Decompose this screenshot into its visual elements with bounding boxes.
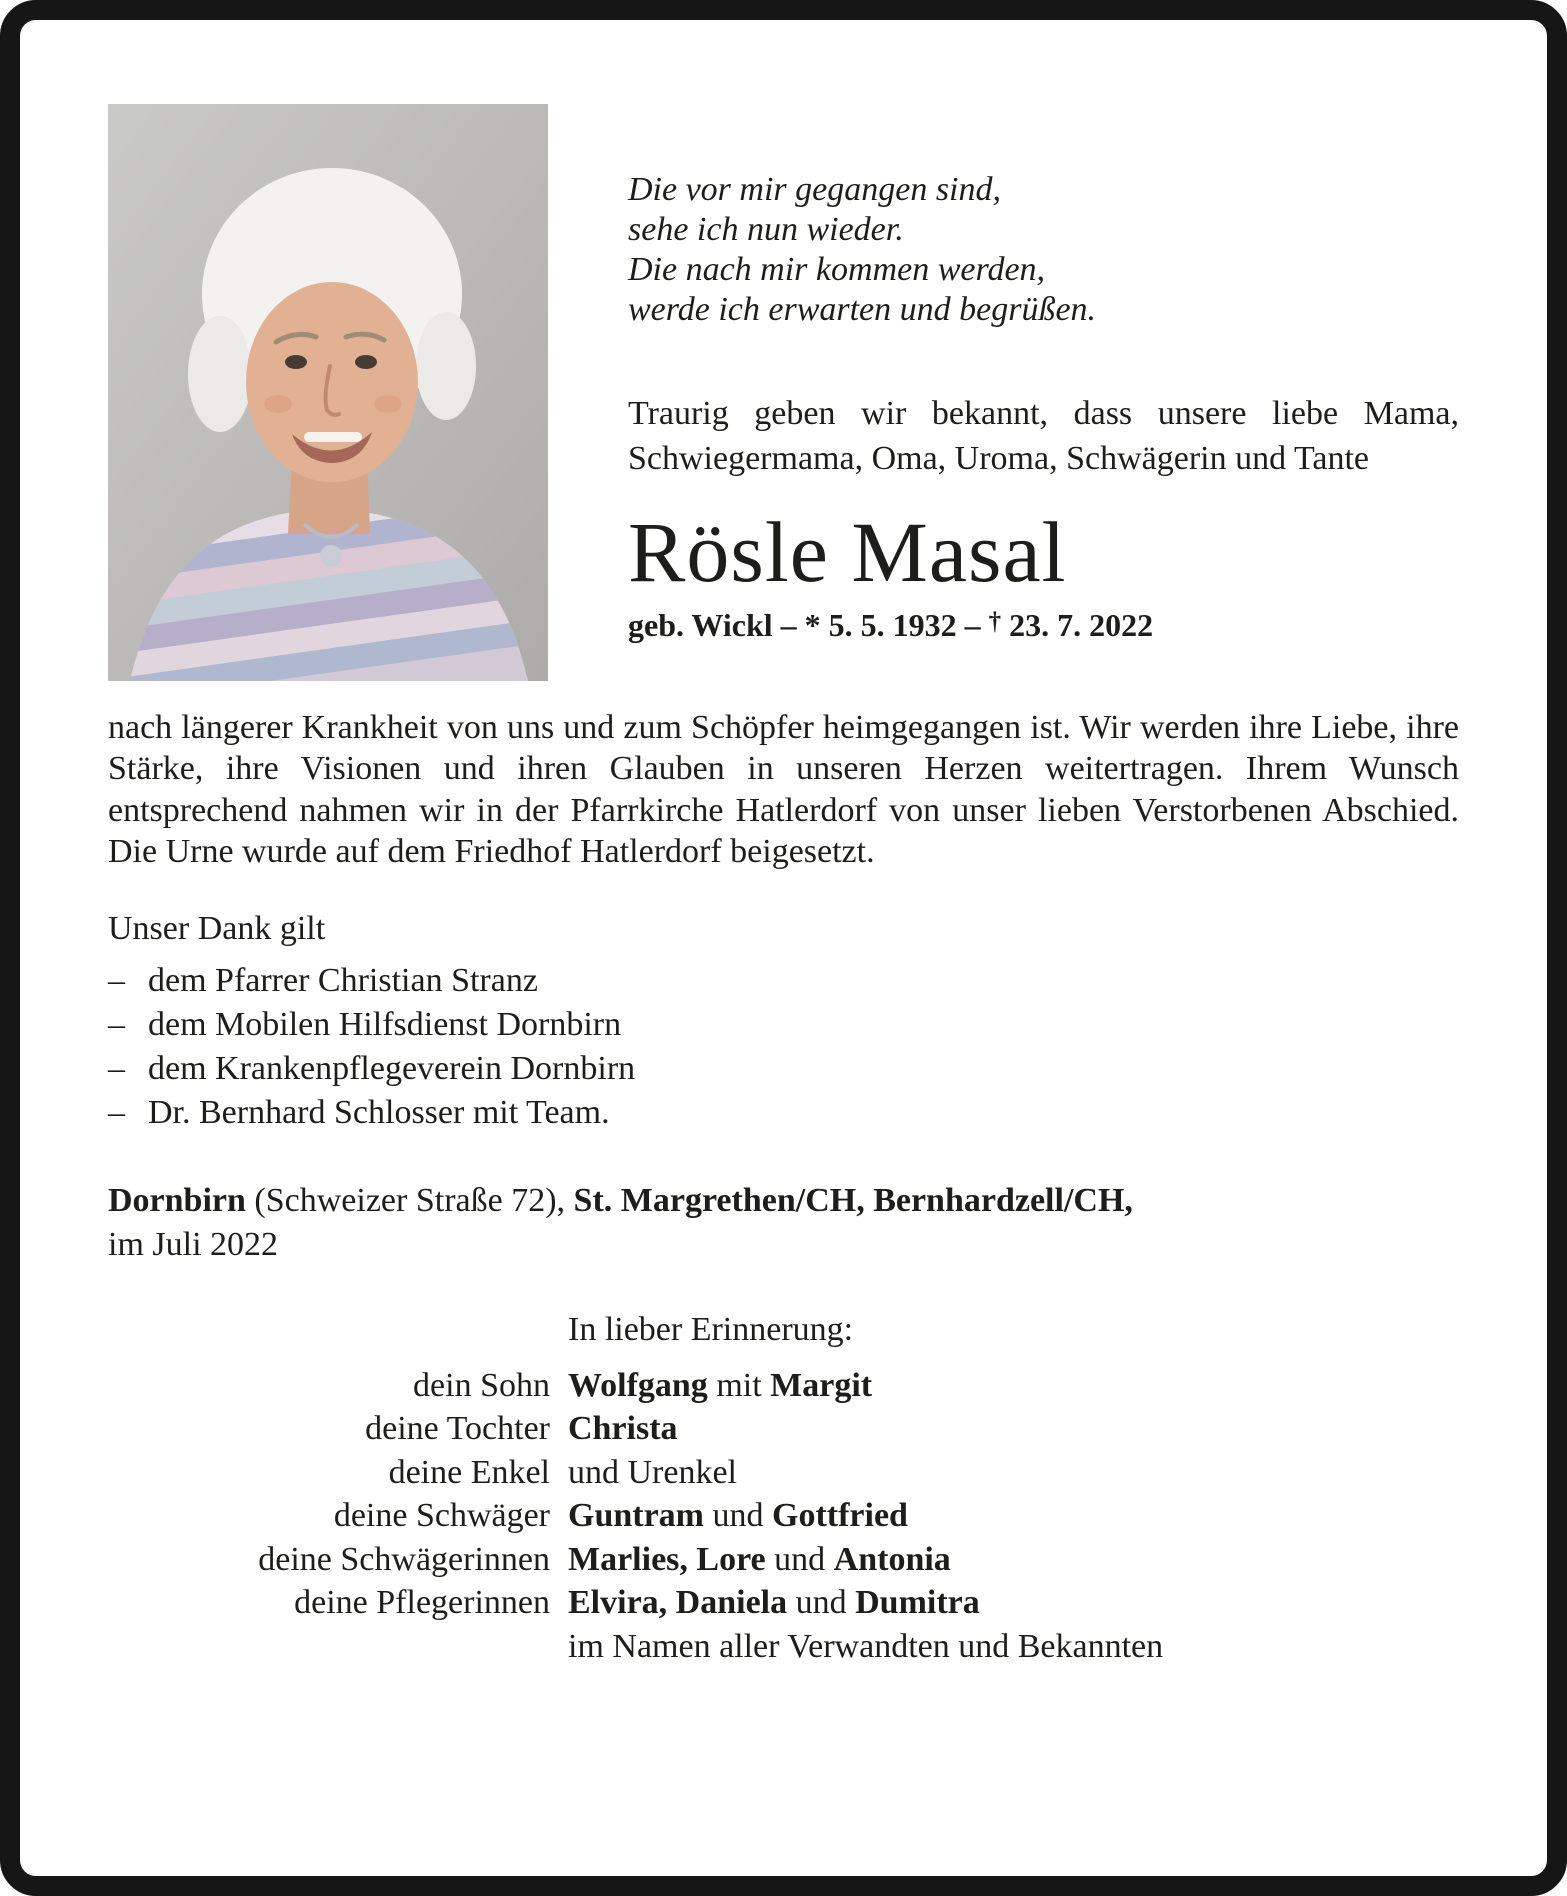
- place-others: St. Margrethen/CH, Bernhardzell/CH,: [573, 1182, 1133, 1220]
- obituary-content: [20, 20, 1547, 1668]
- memorial-names: [568, 1583, 1459, 1622]
- poem-line: Die vor mir gegangen sind,: [628, 171, 1002, 208]
- memorial-row: [108, 1494, 1459, 1537]
- memorial-name-regular: und: [704, 1497, 772, 1535]
- life-dates-birth: geb. Wickl – * 5. 5. 1932 –: [628, 607, 989, 644]
- place-city: Dornbirn: [108, 1182, 246, 1220]
- memorial-title: In lieber Erinnerung:: [568, 1311, 854, 1349]
- memorial-relation-label: dein Sohn: [413, 1366, 550, 1404]
- memorial-name-bold: Elvira, Daniela: [568, 1584, 788, 1622]
- life-dates: [628, 607, 1459, 644]
- life-dates-death: 23. 7. 2022: [1001, 607, 1154, 644]
- memorial-names: [568, 1540, 1459, 1579]
- memorial-name-regular: und: [787, 1584, 856, 1622]
- memorial-names: [568, 1409, 1459, 1448]
- memorial-row: [108, 1364, 1459, 1407]
- epigraph-poem: [628, 170, 1459, 330]
- memorial-name-bold: Margit: [770, 1366, 873, 1404]
- poem-line: werde ich erwarten und begrüßen.: [628, 291, 1097, 329]
- memorial-name-bold: Gottfried: [772, 1497, 908, 1535]
- portrait-photo: [108, 104, 548, 681]
- thanks-title: Unser Dank gilt: [108, 909, 326, 947]
- memorial-name-regular: und: [765, 1540, 834, 1578]
- memorial-title-row: [108, 1308, 1459, 1351]
- place-street: (Schweizer Straße 72),: [245, 1182, 574, 1220]
- memorial-row: [108, 1407, 1459, 1450]
- memorial-row: [108, 1581, 1459, 1624]
- memorial-name-regular: mit: [707, 1366, 771, 1404]
- memorial-relation-label: deine Schwägerinnen: [258, 1540, 550, 1578]
- memorial-relation-label: deine Pflegerinnen: [294, 1584, 550, 1622]
- top-section: [108, 104, 1459, 681]
- memorial-name-bold: Dumitra: [855, 1584, 980, 1622]
- thanks-item-text: Dr. Bernhard Schlosser mit Team.: [148, 1094, 610, 1132]
- place-date: im Juli 2022: [108, 1225, 279, 1263]
- memorial-name-bold: Marlies, Lore: [568, 1540, 766, 1578]
- death-dagger-icon: †: [988, 608, 1002, 636]
- memorial-name-bold: Antonia: [833, 1540, 951, 1578]
- thanks-item-text: dem Mobilen Hilfsdienst Dornbirn: [148, 1006, 622, 1044]
- deceased-name: Rösle Masal: [628, 503, 1067, 600]
- memorial-relation-label: [108, 1627, 550, 1666]
- thanks-item-text: dem Krankenpflegeverein Dornbirn: [148, 1050, 636, 1088]
- places-line: [108, 1179, 1459, 1266]
- memorial-row: [108, 1451, 1459, 1494]
- intro-column: [628, 104, 1459, 681]
- memorial-name-bold: Christa: [568, 1410, 678, 1448]
- thanks-item: [108, 1049, 1459, 1089]
- portrait-illustration: [108, 104, 548, 681]
- memorial-names: [568, 1627, 1459, 1666]
- memorial-relation-label: deine Tochter: [365, 1410, 550, 1448]
- memorial-names: [568, 1366, 1459, 1405]
- dash-bullet: –: [108, 1094, 125, 1132]
- memorial-row: [108, 1538, 1459, 1581]
- memorial-names: [568, 1453, 1459, 1492]
- obituary-body-text: nach längerer Krankheit von uns und zum Schöpfer heimgegangen ist. Wir werden ihre Liebe, ihre Stärke, ihre Visionen und ihren Glauben in unseren Herzen weitertragen. Ihrem Wunsch entsprechend nahmen wir in der Pfarrkirche Hatlerdorf von unser lieben Verstorbenen Abschied. Die Urne wurde auf dem Friedhof Hatlerdorf beigesetzt.: [108, 709, 1459, 871]
- memorial-names: [568, 1496, 1459, 1535]
- thanks-item: [108, 1005, 1459, 1045]
- announcement-text: Traurig geben wir bekannt, dass unsere liebe Mama, Schwiegermama, Oma, Uroma, Schwägerin und Tante: [628, 395, 1459, 477]
- poem-line: sehe ich nun wieder.: [628, 211, 904, 249]
- memorial-rows: [108, 1364, 1459, 1668]
- memorial-relation-label: deine Schwäger: [333, 1497, 550, 1535]
- memorial-row: [108, 1625, 1459, 1668]
- poem-line: Die nach mir kommen werden,: [628, 251, 1046, 289]
- thanks-section: [108, 909, 1459, 1134]
- memorial-section: [108, 1308, 1459, 1668]
- dash-bullet: –: [108, 1006, 125, 1044]
- memorial-name-bold: Wolfgang: [568, 1366, 708, 1404]
- memorial-name-regular: im Namen aller Verwandten und Bekannten: [568, 1627, 1164, 1665]
- thanks-item-text: dem Pfarrer Christian Stranz: [148, 961, 538, 999]
- memorial-name-regular: und Urenkel: [568, 1453, 738, 1491]
- memorial-name-bold: Guntram: [568, 1497, 704, 1535]
- memorial-relation-label: deine Enkel: [388, 1453, 550, 1491]
- dash-bullet: –: [108, 1050, 125, 1088]
- memorial-title-spacer: [108, 1310, 550, 1349]
- thanks-item: [108, 1093, 1459, 1133]
- thanks-item: [108, 961, 1459, 1001]
- dash-bullet: –: [108, 961, 125, 999]
